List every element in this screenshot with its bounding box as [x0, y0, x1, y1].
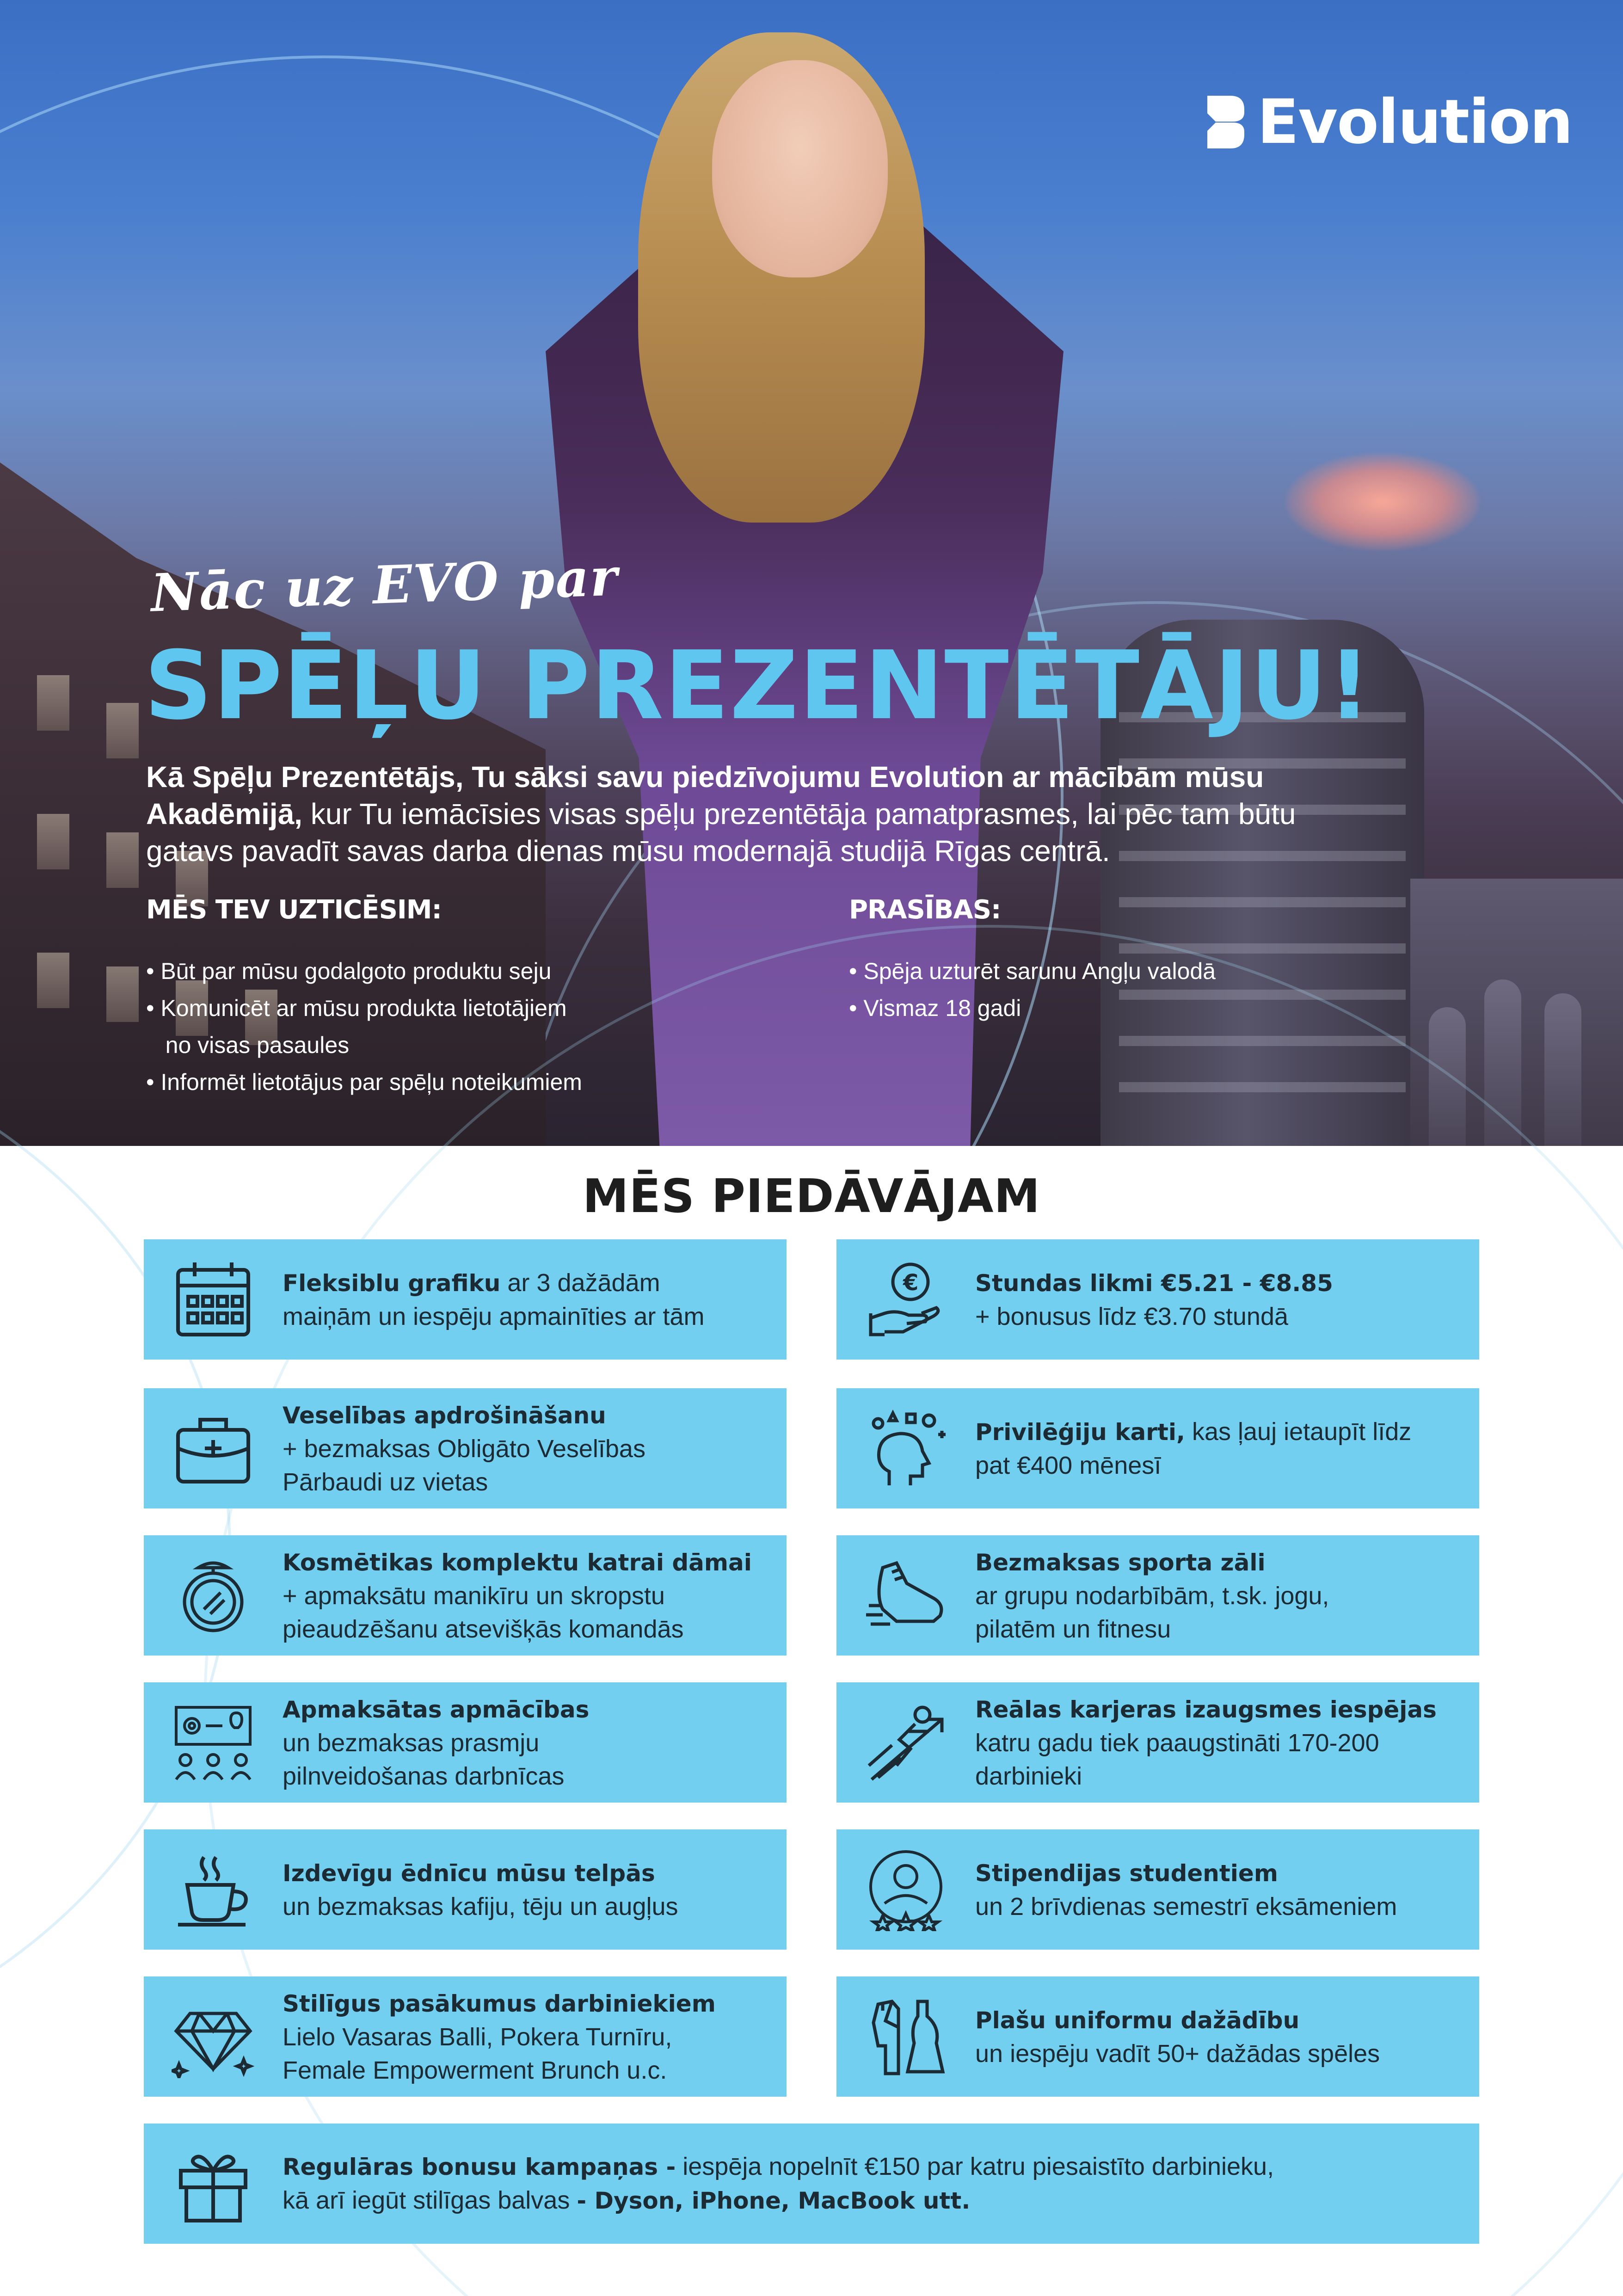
benefit-text — [283, 1398, 659, 1499]
benefit-card-uniform — [836, 1976, 1479, 2097]
benefit-card-schedule — [144, 1239, 787, 1360]
script-line: Nāc uz EVO par — [150, 547, 619, 624]
benefit-line: + apmaksātu manikīru un skropstu — [283, 1582, 665, 1610]
benefit-card-insurance — [144, 1388, 787, 1508]
gift-icon — [172, 2142, 255, 2225]
benefit-title: Privilēģiju karti, — [975, 1418, 1185, 1446]
benefit-title: Bezmaksas sporta zāli — [975, 1549, 1266, 1576]
svg-text:€: € — [903, 1270, 919, 1296]
benefit-line: un bezmaksas prasmju — [283, 1729, 540, 1757]
mirror-icon — [172, 1554, 255, 1637]
list-item: • Būt par mūsu godalgoto produktu seju — [146, 958, 552, 984]
benefit-text — [975, 1856, 1411, 1923]
benefit-line: ar grupu nodarbībām, t.sk. jogu, — [975, 1582, 1329, 1610]
benefit-card-scholarship — [836, 1829, 1479, 1950]
benefit-title: Reālas karjeras izaugsmes iespējas — [975, 1696, 1437, 1723]
uniform-icon — [864, 1995, 947, 2078]
training-icon — [172, 1701, 255, 1784]
growth-arrow-icon — [864, 1701, 947, 1784]
benefit-card-events — [144, 1976, 787, 2097]
benefit-title: Stilīgus pasākumus darbiniekiem — [283, 1990, 716, 2017]
benefit-title: Stipendijas studentiem — [975, 1859, 1278, 1887]
list-item: • Spēja uzturēt sarunu Angļu valodā — [849, 958, 1216, 984]
benefit-text — [283, 2150, 1288, 2217]
page-title: SPĒĻU PREZENTĒTĀJU! — [144, 631, 1372, 741]
sunset-cloud — [1285, 453, 1480, 550]
benefit-line: maiņām un iespēju apmainīties ar tām — [283, 1302, 705, 1330]
benefit-bold-end: - Dyson, iPhone, MacBook utt. — [577, 2187, 971, 2214]
calendar-icon — [172, 1258, 255, 1341]
benefit-inline: iespēja nopelnīt €150 par katru piesaistīto darbinieku, — [676, 2153, 1274, 2180]
benefit-line: Pārbaudi uz vietas — [283, 1468, 488, 1496]
benefit-line: + bonusus līdz €3.70 stundā — [975, 1302, 1289, 1330]
head-ideas-icon — [864, 1407, 947, 1490]
intro-bold-1: Kā Spēļu Prezentētājs, Tu sāksi savu piedzīvojumu Evolution ar mācībām mūsu — [146, 760, 1264, 794]
benefit-line: Lielo Vasaras Balli, Pokera Turnīru, — [283, 2023, 672, 2051]
list-item: • Komunicēt ar mūsu produkta lietotājiem — [146, 995, 567, 1021]
benefit-text — [283, 1987, 730, 2087]
benefit-card-career — [836, 1682, 1479, 1803]
benefit-text — [283, 1856, 692, 1923]
benefit-inline: kas ļauj ietaupīt līdz — [1185, 1417, 1412, 1446]
benefit-line: pieaudzēšanu atsevišķās komandās — [283, 1615, 684, 1643]
benefit-line: un iespēju vadīt 50+ dažādas spēles — [975, 2039, 1380, 2068]
brand-name: Evolution — [1257, 86, 1573, 158]
benefit-title: Izdevīgu ēdnīcu mūsu telpās — [283, 1859, 655, 1887]
benefit-text — [283, 1693, 603, 1793]
offer-heading: MĒS PIEDĀVĀJAM — [583, 1169, 1040, 1223]
student-stars-icon — [864, 1848, 947, 1931]
benefit-text — [975, 1693, 1451, 1793]
benefit-text — [975, 1545, 1343, 1646]
benefit-text — [975, 2003, 1394, 2070]
benefit-line: + bezmaksas Obligāto Veselības — [283, 1434, 646, 1463]
benefit-text — [283, 1266, 718, 1333]
diamond-icon — [172, 1995, 255, 2078]
benefit-text — [975, 1266, 1347, 1333]
benefit-title: Kosmētikas komplektu katrai dāmai — [283, 1549, 752, 1576]
requirements-heading: PRASĪBAS: — [849, 895, 1001, 925]
benefit-card-canteen — [144, 1829, 787, 1950]
intro-rest: kur Tu iemācīsies visas spēļu prezentētāja pamatprasmes, lai pēc tam būtu gatavs pavadīt savas darba dienas mūsu modernajā studijā Rīgas centrā. — [146, 797, 1296, 868]
presenter-face — [712, 60, 888, 277]
intro-paragraph — [146, 758, 1367, 869]
trust-heading: MĒS TEV UZTICĒSIM: — [146, 895, 442, 925]
benefit-line: un bezmaksas kafiju, tēju un augļus — [283, 1892, 678, 1921]
benefit-inline: ar 3 dažādām — [500, 1268, 660, 1297]
briefcase-icon — [172, 1407, 255, 1490]
benefit-card-bonus — [144, 2124, 1479, 2244]
benefit-text — [283, 1545, 766, 1646]
euro-hand-icon — [864, 1258, 947, 1341]
benefit-line: pilnveidošanas darbnīcas — [283, 1762, 565, 1790]
benefit-card-training — [144, 1682, 787, 1803]
benefit-title: Fleksiblu grafiku — [283, 1269, 501, 1297]
benefit-line: katru gadu tiek paaugstināti 170-200 — [975, 1729, 1379, 1757]
sneaker-icon — [864, 1554, 947, 1637]
evolution-logo-icon — [1205, 94, 1247, 150]
benefit-title: Veselības apdrošināšanu — [283, 1402, 606, 1429]
list-item: • Vismaz 18 gadi — [849, 995, 1021, 1021]
benefit-line: un 2 brīvdienas semestrī eksāmeniem — [975, 1892, 1397, 1921]
benefit-title: Plašu uniformu dažādību — [975, 2007, 1300, 2034]
intro-bold-2: Akadēmijā, — [146, 797, 302, 831]
benefit-title: Regulāras bonusu kampaņas - — [283, 2154, 676, 2180]
benefit-line: pat €400 mēnesī — [975, 1451, 1162, 1479]
benefit-line: darbinieki — [975, 1762, 1082, 1790]
benefit-title: Stundas likmi €5.21 - €8.85 — [975, 1269, 1333, 1297]
coffee-cup-icon — [172, 1848, 255, 1931]
list-item: no visas pasaules — [146, 1032, 350, 1058]
benefit-card-privilege — [836, 1388, 1479, 1508]
list-item: • Informēt lietotājus par spēļu noteikumiem — [146, 1069, 582, 1095]
benefit-line: kā arī iegūt stilīgas balvas — [283, 2186, 577, 2214]
evolution-logo[interactable] — [1205, 86, 1573, 158]
benefit-card-gym — [836, 1535, 1479, 1656]
benefit-line: pilatēm un fitnesu — [975, 1615, 1171, 1643]
benefit-text — [975, 1415, 1425, 1482]
benefit-line: Female Empowerment Brunch u.c. — [283, 2056, 667, 2084]
benefit-card-pay — [836, 1239, 1479, 1360]
benefit-card-cosmetics — [144, 1535, 787, 1656]
benefit-title: Apmaksātas apmācības — [283, 1696, 590, 1723]
